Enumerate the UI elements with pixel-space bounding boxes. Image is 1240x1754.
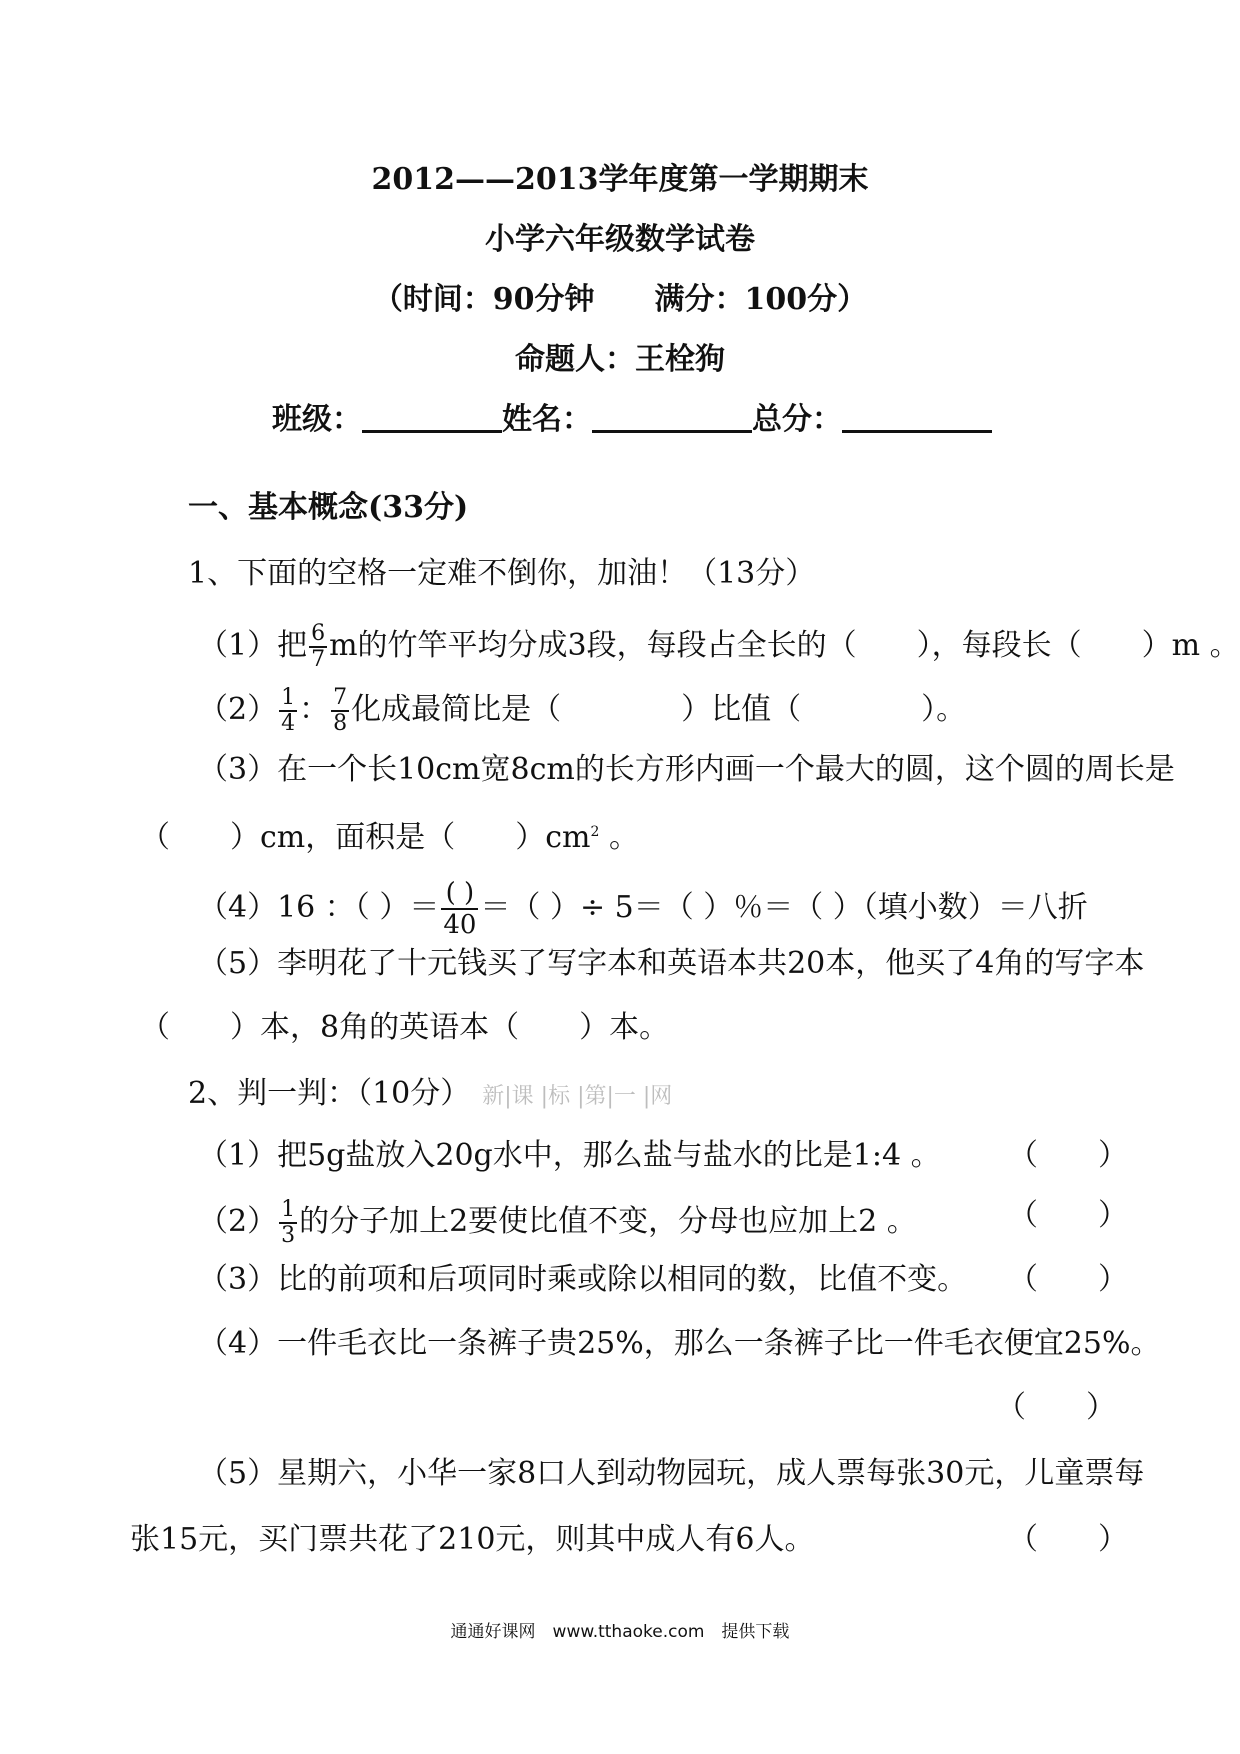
answer-bracket: （ ）	[1008, 1522, 1128, 1557]
question-2-item-1: （1）把5g盐放入20g水中，那么盐与盐水的比是1:4 。	[198, 1138, 941, 1173]
total-blank	[842, 402, 992, 433]
footer-text: 通通好课网 www.tthaoke.com 提供下载	[450, 1622, 790, 1642]
name-label: 姓名：	[502, 402, 592, 437]
question-2-item-2: （2） $\frac{1}{3}$ 的分子加上2要使比值不变，分母也应加上2 。	[198, 1197, 917, 1248]
exam-title: 2012——2013学年度第一学期期末	[371, 162, 869, 197]
fraction: $\frac{1}{3}$	[281, 1197, 296, 1248]
question-1-item-5-line-1: （5）李明花了十元钱买了写字本和英语本共20本，他买了4角的写字本	[198, 946, 1145, 981]
question-2-item-5-line-2: 张15元，买门票共花了210元，则其中成人有6人。	[130, 1522, 815, 1557]
total-label: 总分：	[752, 402, 842, 437]
name-blank	[592, 402, 752, 433]
answer-bracket: （ ）	[1008, 1198, 1128, 1233]
fraction: $\frac{1}{4}$	[281, 685, 296, 736]
student-info-row	[272, 402, 992, 438]
question-2-item-4: （4）一件毛衣比一条裤子贵25%，那么一条裤子比一件毛衣便宜25%。	[198, 1326, 1161, 1361]
question-1-item-5-line-2: （ ）本，8角的英语本（ ）本。	[140, 1010, 670, 1045]
question-2-item-3: （3）比的前项和后项同时乘或除以相同的数，比值不变。	[198, 1262, 968, 1297]
class-blank	[362, 402, 502, 433]
question-1-item-3-line-2: （ ）cm，面积是（ ）$cm^2$ 。	[140, 820, 639, 855]
question-2-item-5-line-1: （5）星期六，小华一家8口人到动物园玩，成人票每张30元，儿童票每	[198, 1456, 1145, 1491]
answer-bracket: （ ）	[1008, 1138, 1128, 1173]
question-1-title: 1、下面的空格一定难不倒你，加油！（13分）	[188, 556, 816, 591]
fraction: $\frac{6}{7}$	[311, 621, 326, 672]
exam-time-info: （时间：90分钟 满分：100分）	[372, 282, 868, 317]
section-title: 一、基本概念(33分)	[188, 490, 469, 525]
question-1-item-1: （1）把 $\frac{6}{7}$ m的竹竿平均分成3段，每段占全长的（ ），每段长（ ）m 。	[198, 621, 1240, 672]
class-label: 班级：	[272, 402, 362, 437]
watermark-text: 新|课 |标 |第|一 |网	[482, 1084, 673, 1109]
question-1-item-2: （2） $\frac{1}{4}$ ： $\frac{7}{8}$ 化成最简比是（ ）比值（ ）。	[198, 685, 967, 736]
fraction: $\frac{7}{8}$	[333, 685, 348, 736]
answer-bracket: （ ）	[1008, 1262, 1128, 1297]
question-2-title: 2、判一判：（10分）	[188, 1076, 471, 1111]
exam-author: 命题人：王栓狗	[515, 342, 725, 377]
answer-bracket: （ ）	[996, 1390, 1116, 1425]
question-1-item-3-line-1: （3）在一个长10cm宽8cm的长方形内画一个最大的圆，这个圆的周长是	[198, 752, 1175, 787]
question-1-item-4: （4）16 ：（ ）＝ $\frac{( )}{40}$ ＝（ ）÷ 5＝（ ）％＝（ ）（填小数）＝八折	[198, 878, 1088, 940]
exam-subtitle: 小学六年级数学试卷	[485, 222, 755, 257]
fraction: $\frac{( )}{40}$	[443, 878, 477, 940]
question-2-title-row	[188, 1076, 672, 1115]
